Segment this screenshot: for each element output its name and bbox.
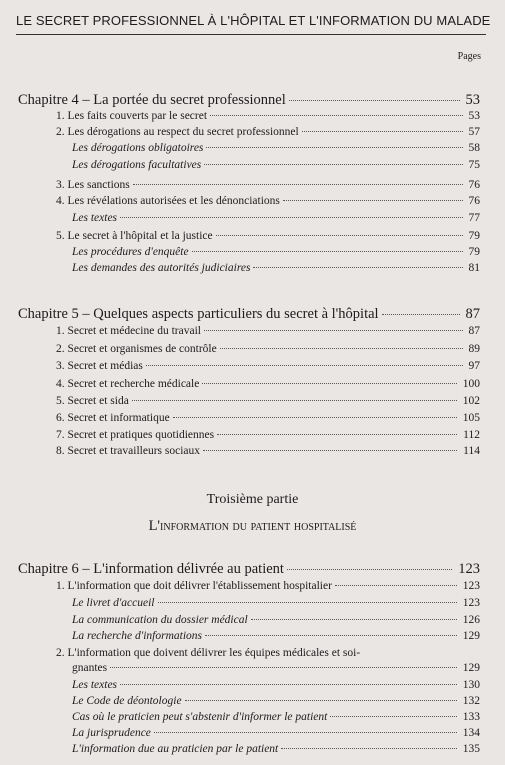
toc-subsection-row (72, 595, 480, 611)
toc-page-number: 130 (462, 679, 480, 691)
dot-leader (204, 164, 462, 165)
toc-entry-label: 1. Secret et médecine du travail (56, 325, 201, 337)
dot-leader (253, 267, 462, 268)
toc-subsection-row (72, 157, 480, 173)
toc-page-number: 77 (468, 212, 480, 224)
toc-page-number: 126 (462, 614, 480, 626)
toc-page-number: 58 (468, 142, 480, 154)
toc-chapter-row (18, 305, 480, 323)
toc-chapter-row (18, 560, 480, 578)
toc-entry-label: Cas où le praticien peut s'abstenir d'informer le patient (72, 711, 328, 723)
toc-entry-label: 7. Secret et pratiques quotidiennes (56, 429, 215, 441)
part-number: Troisième partie (206, 492, 299, 507)
toc-entry-label: Chapitre 5 – Quelques aspects particuliers du secret à l'hôpital (18, 306, 379, 322)
dot-leader (382, 314, 460, 315)
dot-leader (330, 716, 456, 717)
toc-entry-label: Chapitre 6 – L'information délivrée au patient (18, 561, 284, 577)
toc-entry-label: La communication du dossier médical (72, 614, 248, 626)
toc-section-row (56, 376, 480, 392)
toc-page-number: 76 (468, 195, 480, 207)
toc-entry-label: Les dérogations obligatoires (72, 142, 204, 154)
toc-section-row (56, 177, 480, 193)
toc-entry-label: Les dérogations facultatives (72, 159, 202, 171)
dot-leader (283, 200, 463, 201)
toc-page-number: 57 (468, 126, 480, 138)
toc-page-number: 100 (462, 378, 480, 390)
toc-page-number: 89 (468, 343, 480, 355)
toc-section-row (56, 427, 480, 443)
dot-leader (133, 184, 463, 185)
toc-subsection-row (72, 244, 480, 260)
toc-entry-label: La recherche d'informations (72, 630, 203, 642)
dot-leader (120, 217, 462, 218)
toc-page-number: 53 (468, 110, 480, 122)
toc-entry-label: La jurisprudence (72, 727, 151, 739)
toc-page-number: 123 (458, 561, 480, 577)
toc-page-number: 97 (468, 360, 480, 372)
dot-leader (185, 700, 457, 701)
toc-page-number: 79 (468, 230, 480, 242)
toc-entry-label: 2. Secret et organismes de contrôle (56, 343, 217, 355)
toc-page-number: 129 (462, 630, 480, 642)
dot-leader (202, 383, 456, 384)
toc-subsection-row (72, 210, 480, 226)
toc-entry-label: 5. Le secret à l'hôpital et la justice (56, 230, 213, 242)
dot-leader (203, 450, 457, 451)
toc-section-row (56, 341, 480, 357)
toc-page-number: 134 (462, 727, 480, 739)
running-header: LE SECRET PROFESSIONNEL À L'HÔPITAL ET L'INFORMATION DU MALADE (16, 13, 491, 28)
dot-leader (217, 434, 457, 435)
toc-entry-label: Les demandes des autorités judiciaires (72, 262, 251, 274)
toc-subsection-row (72, 709, 480, 725)
toc-entry-label: L'information due au praticien par le patient (72, 743, 279, 755)
toc-section-row (56, 193, 480, 209)
dot-leader (287, 569, 452, 570)
dot-leader (204, 330, 463, 331)
toc-section-row (56, 578, 480, 594)
toc-page-number: 129 (462, 662, 480, 674)
dot-leader (192, 251, 463, 252)
toc-page-number: 102 (462, 395, 480, 407)
dot-leader (220, 348, 463, 349)
toc-section-row (56, 410, 480, 426)
dot-leader (146, 365, 463, 366)
toc-section-row (56, 443, 480, 459)
toc-page-number: 87 (465, 306, 480, 322)
toc-entry-label: 6. Secret et informatique (56, 412, 170, 424)
toc-page-number: 87 (468, 325, 480, 337)
toc-entry-label: Le Code de déontologie (72, 695, 182, 707)
dot-leader (158, 602, 457, 603)
toc-entry-label: 3. Les sanctions (56, 179, 130, 191)
toc-page-number: 81 (468, 262, 480, 274)
toc-subsection-row (72, 628, 480, 644)
toc-entry-label: 5. Secret et sida (56, 395, 129, 407)
toc-subsection-row (72, 677, 480, 693)
toc-page-number: 76 (468, 179, 480, 191)
toc-entry-label: 4. Secret et recherche médicale (56, 378, 200, 390)
toc-entry-label: gnantes (72, 662, 108, 674)
toc-section-row (72, 660, 480, 676)
toc-entry-label: 2. Les dérogations au respect du secret professionnel (56, 126, 299, 138)
dot-leader (120, 684, 457, 685)
header-rule (16, 34, 486, 35)
part-title: L'information du patient hospitalisé (148, 518, 357, 534)
toc-entry-label: 1. Les faits couverts par le secret (56, 110, 208, 122)
dot-leader (251, 619, 457, 620)
toc-section-row (56, 358, 480, 374)
toc-page-number: 135 (462, 743, 480, 755)
toc-entry-label: Chapitre 4 – La portée du secret professionnel (18, 92, 286, 108)
dot-leader (210, 115, 462, 116)
toc-entry-label: Les textes (72, 679, 118, 691)
toc-page-number: 114 (463, 445, 480, 457)
toc-page-number: 123 (462, 597, 480, 609)
dot-leader (335, 585, 457, 586)
toc-entry-label: 4. Les révélations autorisées et les dénonciations (56, 195, 280, 207)
dot-leader (289, 100, 460, 101)
toc-page-number: 112 (463, 429, 480, 441)
dot-leader (154, 732, 457, 733)
toc-entry-label: 1. L'information que doit délivrer l'établissement hospitalier (56, 580, 332, 592)
toc-section-row (56, 393, 480, 409)
toc-entry-label: 2. L'information que doivent délivrer les équipes médicales et soi- (56, 647, 361, 659)
toc-section-row (56, 323, 480, 339)
dot-leader (216, 235, 463, 236)
dot-leader (110, 667, 457, 668)
dot-leader (132, 400, 457, 401)
pages-column-label: Pages (457, 51, 481, 62)
toc-entry-label: 8. Secret et travailleurs sociaux (56, 445, 201, 457)
toc-page-number: 75 (468, 159, 480, 171)
toc-section-row (56, 108, 480, 124)
dot-leader (173, 417, 457, 418)
toc-section-row (56, 124, 480, 140)
toc-entry-label: Le livret d'accueil (72, 597, 155, 609)
toc-section-row (56, 645, 480, 661)
dot-leader (281, 748, 456, 749)
toc-page-number: 105 (462, 412, 480, 424)
toc-subsection-row (72, 741, 480, 757)
toc-section-row (56, 228, 480, 244)
toc-subsection-row (72, 612, 480, 628)
toc-page-number: 53 (465, 92, 480, 108)
toc-page-number: 132 (462, 695, 480, 707)
toc-entry-label: 3. Secret et médias (56, 360, 143, 372)
dot-leader (206, 147, 462, 148)
dot-leader (302, 131, 463, 132)
toc-entry-label: Les procédures d'enquête (72, 246, 189, 258)
toc-subsection-row (72, 693, 480, 709)
toc-subsection-row (72, 140, 480, 156)
toc-entry-label: Les textes (72, 212, 118, 224)
toc-page-number: 133 (462, 711, 480, 723)
toc-subsection-row (72, 260, 480, 276)
dot-leader (205, 635, 457, 636)
toc-page-number: 79 (468, 246, 480, 258)
toc-chapter-row (18, 91, 480, 109)
toc-page-number: 123 (462, 580, 480, 592)
toc-subsection-row (72, 725, 480, 741)
